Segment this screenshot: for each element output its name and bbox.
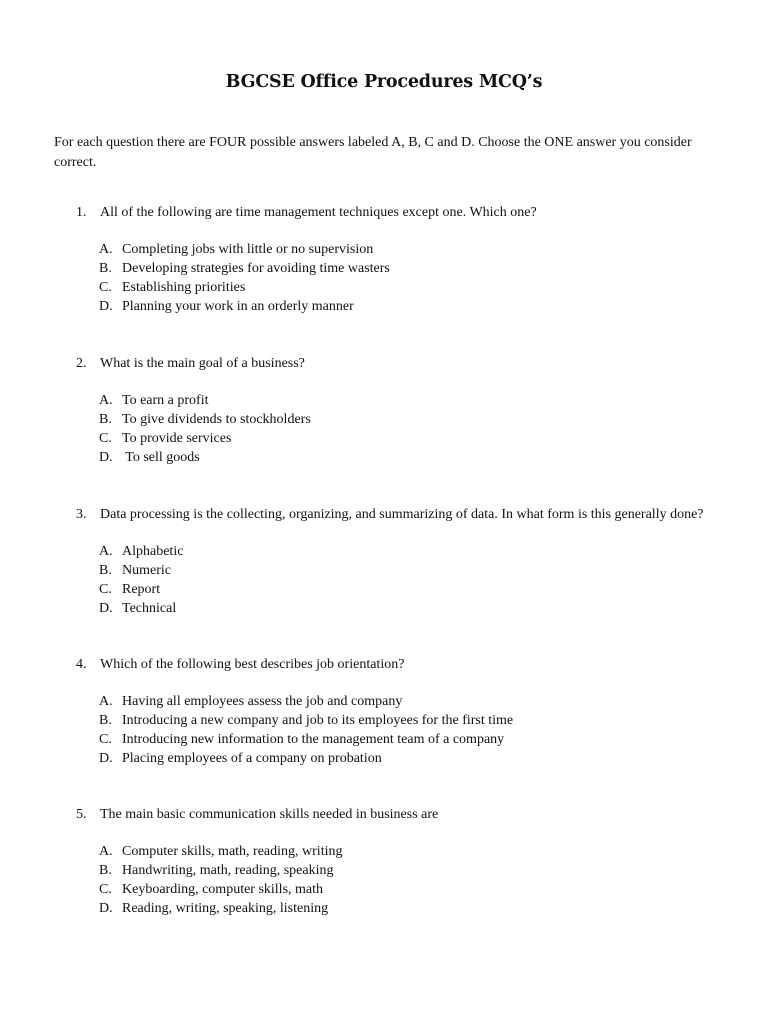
option-text: Reading, writing, speaking, listening xyxy=(122,901,329,916)
option-text: To provide services xyxy=(122,431,232,446)
option-text: Planning your work in an orderly manner xyxy=(122,299,354,314)
question-text: What is the main goal of a business? xyxy=(100,356,305,371)
option-letter: C. xyxy=(99,882,112,897)
option-text: Technical xyxy=(122,601,177,616)
question-number: 1. xyxy=(76,205,87,220)
option-letter: C. xyxy=(99,280,112,295)
option-text: Alphabetic xyxy=(122,544,184,559)
option-text: To sell goods xyxy=(122,450,200,465)
option-text: Computer skills, math, reading, writing xyxy=(122,844,343,859)
option-letter: B. xyxy=(99,412,112,427)
question-text: All of the following are time management techniques except one. Which one? xyxy=(100,205,537,220)
option-letter: B. xyxy=(99,563,112,578)
option-letter: D. xyxy=(99,901,113,916)
option-letter: B. xyxy=(99,261,112,276)
option-letter: A. xyxy=(99,694,113,709)
option-text: Introducing a new company and job to its employees for the first time xyxy=(122,713,514,728)
option-text: Developing strategies for avoiding time wasters xyxy=(122,261,390,276)
option-text: To give dividends to stockholders xyxy=(122,412,311,427)
option-text: To earn a profit xyxy=(122,393,209,408)
option-letter: C. xyxy=(99,732,112,747)
option-letter: A. xyxy=(99,242,113,257)
option-letter: D. xyxy=(99,751,113,766)
option-letter: A. xyxy=(99,393,113,408)
option-letter: B. xyxy=(99,713,112,728)
question-number: 2. xyxy=(76,356,87,371)
option-text: Keyboarding, computer skills, math xyxy=(122,882,324,897)
question-text: Which of the following best describes job orientation? xyxy=(100,657,405,672)
option-text: Completing jobs with little or no supervision xyxy=(122,242,374,257)
question-number: 4. xyxy=(76,657,87,672)
option-letter: D. xyxy=(99,450,113,465)
option-letter: C. xyxy=(99,431,112,446)
option-letter: B. xyxy=(99,863,112,878)
option-letter: A. xyxy=(99,544,113,559)
option-text: Introducing new information to the management team of a company xyxy=(122,732,505,747)
instructions-paragraph: For each question there are FOUR possible answers labeled A, B, C and D. Choose the ONE answer you consider correct. xyxy=(54,135,692,170)
question-number: 5. xyxy=(76,807,87,822)
option-letter: D. xyxy=(99,601,113,616)
option-text: Handwriting, math, reading, speaking xyxy=(122,863,334,878)
question-number: 3. xyxy=(76,507,87,522)
option-text: Establishing priorities xyxy=(122,280,246,295)
option-letter: A. xyxy=(99,844,113,859)
option-text: Having all employees assess the job and company xyxy=(122,694,403,709)
option-text: Placing employees of a company on probation xyxy=(122,751,382,766)
question-text: Data processing is the collecting, organizing, and summarizing of data. In what form is this generally done? xyxy=(100,507,704,522)
option-text: Report xyxy=(122,582,161,597)
option-letter: D. xyxy=(99,299,113,314)
option-letter: C. xyxy=(99,582,112,597)
question-text: The main basic communication skills needed in business are xyxy=(100,807,439,822)
page-title: BGCSE Office Procedures MCQ’s xyxy=(225,72,543,92)
option-text: Numeric xyxy=(122,563,171,578)
